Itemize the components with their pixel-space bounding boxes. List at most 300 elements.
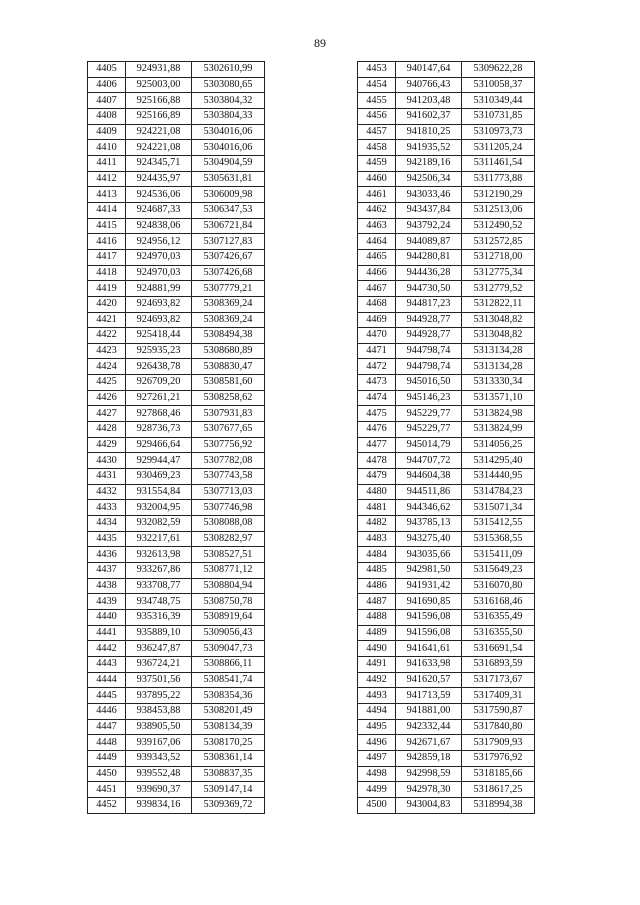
page-number: 89 xyxy=(314,36,326,50)
y-coordinate-cell: 5315071,34 xyxy=(462,500,535,516)
y-coordinate-cell: 5314295,40 xyxy=(462,453,535,469)
table-row xyxy=(88,155,265,171)
point-number-cell: 4457 xyxy=(358,124,396,140)
x-coordinate-cell: 933267,86 xyxy=(126,563,192,579)
y-coordinate-cell: 5315368,55 xyxy=(462,531,535,547)
table-row xyxy=(358,390,535,406)
y-coordinate-cell: 5306721,84 xyxy=(192,218,265,234)
table-row xyxy=(88,469,265,485)
point-number-cell: 4480 xyxy=(358,484,396,500)
x-coordinate-cell: 944798,74 xyxy=(396,359,462,375)
x-coordinate-cell: 942998,59 xyxy=(396,766,462,782)
point-number-cell: 4498 xyxy=(358,766,396,782)
table-row xyxy=(358,750,535,766)
x-coordinate-cell: 938453,88 xyxy=(126,703,192,719)
table-row xyxy=(88,531,265,547)
table-row xyxy=(358,688,535,704)
x-coordinate-cell: 927868,46 xyxy=(126,406,192,422)
y-coordinate-cell: 5312190,29 xyxy=(462,187,535,203)
y-coordinate-cell: 5307426,68 xyxy=(192,265,265,281)
point-number-cell: 4488 xyxy=(358,609,396,625)
y-coordinate-cell: 5308837,35 xyxy=(192,766,265,782)
y-coordinate-cell: 5310058,37 xyxy=(462,77,535,93)
y-coordinate-cell: 5318617,25 xyxy=(462,782,535,798)
x-coordinate-cell: 924693,82 xyxy=(126,296,192,312)
x-coordinate-cell: 943033,46 xyxy=(396,187,462,203)
point-number-cell: 4408 xyxy=(88,108,126,124)
point-number-cell: 4436 xyxy=(88,547,126,563)
y-coordinate-cell: 5317173,67 xyxy=(462,672,535,688)
x-coordinate-cell: 939690,37 xyxy=(126,782,192,798)
point-number-cell: 4438 xyxy=(88,578,126,594)
y-coordinate-cell: 5316691,54 xyxy=(462,641,535,657)
table-row xyxy=(358,594,535,610)
x-coordinate-cell: 941641,61 xyxy=(396,641,462,657)
y-coordinate-cell: 5308088,08 xyxy=(192,516,265,532)
table-row xyxy=(358,108,535,124)
x-coordinate-cell: 924970,03 xyxy=(126,265,192,281)
y-coordinate-cell: 5316355,50 xyxy=(462,625,535,641)
table-row xyxy=(88,62,265,78)
y-coordinate-cell: 5303080,65 xyxy=(192,77,265,93)
point-number-cell: 4409 xyxy=(88,124,126,140)
y-coordinate-cell: 5308361,14 xyxy=(192,750,265,766)
x-coordinate-cell: 937895,22 xyxy=(126,688,192,704)
point-number-cell: 4459 xyxy=(358,155,396,171)
y-coordinate-cell: 5303804,33 xyxy=(192,108,265,124)
y-coordinate-cell: 5308494,38 xyxy=(192,328,265,344)
y-coordinate-cell: 5314440,95 xyxy=(462,469,535,485)
point-number-cell: 4470 xyxy=(358,328,396,344)
y-coordinate-cell: 5304904,59 xyxy=(192,155,265,171)
y-coordinate-cell: 5317590,87 xyxy=(462,703,535,719)
x-coordinate-cell: 939834,16 xyxy=(126,797,192,813)
x-coordinate-cell: 941881,00 xyxy=(396,703,462,719)
x-coordinate-cell: 935316,39 xyxy=(126,609,192,625)
x-coordinate-cell: 941690,85 xyxy=(396,594,462,610)
table-row xyxy=(88,516,265,532)
x-coordinate-cell: 944798,74 xyxy=(396,343,462,359)
point-number-cell: 4429 xyxy=(88,437,126,453)
table-row xyxy=(358,782,535,798)
point-number-cell: 4444 xyxy=(88,672,126,688)
point-number-cell: 4467 xyxy=(358,281,396,297)
x-coordinate-cell: 925003,00 xyxy=(126,77,192,93)
y-coordinate-cell: 5308201,49 xyxy=(192,703,265,719)
x-coordinate-cell: 925935,23 xyxy=(126,343,192,359)
table-row xyxy=(358,265,535,281)
point-number-cell: 4475 xyxy=(358,406,396,422)
y-coordinate-cell: 5304016,06 xyxy=(192,124,265,140)
table-row xyxy=(358,422,535,438)
point-number-cell: 4481 xyxy=(358,500,396,516)
y-coordinate-cell: 5307779,21 xyxy=(192,281,265,297)
point-number-cell: 4421 xyxy=(88,312,126,328)
table-row xyxy=(88,234,265,250)
x-coordinate-cell: 941935,52 xyxy=(396,140,462,156)
point-number-cell: 4413 xyxy=(88,187,126,203)
point-number-cell: 4454 xyxy=(358,77,396,93)
x-coordinate-cell: 929944,47 xyxy=(126,453,192,469)
x-coordinate-cell: 924881,99 xyxy=(126,281,192,297)
table-row xyxy=(358,187,535,203)
table-row xyxy=(88,703,265,719)
y-coordinate-cell: 5313330,34 xyxy=(462,375,535,391)
table-row xyxy=(88,766,265,782)
point-number-cell: 4416 xyxy=(88,234,126,250)
y-coordinate-cell: 5317840,80 xyxy=(462,719,535,735)
table-row xyxy=(88,406,265,422)
table-row xyxy=(88,625,265,641)
table-row xyxy=(358,672,535,688)
y-coordinate-cell: 5308170,25 xyxy=(192,735,265,751)
y-coordinate-cell: 5307743,58 xyxy=(192,469,265,485)
point-number-cell: 4464 xyxy=(358,234,396,250)
x-coordinate-cell: 944928,77 xyxy=(396,328,462,344)
table-row xyxy=(358,766,535,782)
table-row xyxy=(358,77,535,93)
point-number-cell: 4423 xyxy=(88,343,126,359)
y-coordinate-cell: 5307426,67 xyxy=(192,249,265,265)
table-row xyxy=(88,719,265,735)
x-coordinate-cell: 942332,44 xyxy=(396,719,462,735)
table-row xyxy=(88,249,265,265)
point-number-cell: 4455 xyxy=(358,93,396,109)
y-coordinate-cell: 5311773,88 xyxy=(462,171,535,187)
table-row xyxy=(358,578,535,594)
y-coordinate-cell: 5308750,78 xyxy=(192,594,265,610)
table-row xyxy=(88,641,265,657)
table-row xyxy=(88,202,265,218)
table-row xyxy=(358,93,535,109)
x-coordinate-cell: 924970,03 xyxy=(126,249,192,265)
y-coordinate-cell: 5316070,80 xyxy=(462,578,535,594)
table-row xyxy=(358,516,535,532)
x-coordinate-cell: 941203,48 xyxy=(396,93,462,109)
x-coordinate-cell: 945229,77 xyxy=(396,422,462,438)
table-row xyxy=(358,703,535,719)
y-coordinate-cell: 5317409,31 xyxy=(462,688,535,704)
y-coordinate-cell: 5317909,93 xyxy=(462,735,535,751)
table-row xyxy=(88,124,265,140)
y-coordinate-cell: 5307931,83 xyxy=(192,406,265,422)
table-row xyxy=(88,281,265,297)
table-row xyxy=(358,171,535,187)
y-coordinate-cell: 5308771,12 xyxy=(192,563,265,579)
x-coordinate-cell: 932082,59 xyxy=(126,516,192,532)
y-coordinate-cell: 5307782,08 xyxy=(192,453,265,469)
table-row xyxy=(88,218,265,234)
y-coordinate-cell: 5312822,11 xyxy=(462,296,535,312)
y-coordinate-cell: 5312779,52 xyxy=(462,281,535,297)
x-coordinate-cell: 944928,77 xyxy=(396,312,462,328)
point-number-cell: 4490 xyxy=(358,641,396,657)
x-coordinate-cell: 935889,10 xyxy=(126,625,192,641)
point-number-cell: 4407 xyxy=(88,93,126,109)
point-number-cell: 4492 xyxy=(358,672,396,688)
point-number-cell: 4486 xyxy=(358,578,396,594)
point-number-cell: 4437 xyxy=(88,563,126,579)
table-row xyxy=(358,641,535,657)
point-number-cell: 4466 xyxy=(358,265,396,281)
x-coordinate-cell: 925166,88 xyxy=(126,93,192,109)
point-number-cell: 4485 xyxy=(358,563,396,579)
x-coordinate-cell: 924687,33 xyxy=(126,202,192,218)
point-number-cell: 4419 xyxy=(88,281,126,297)
x-coordinate-cell: 942189,16 xyxy=(396,155,462,171)
point-number-cell: 4487 xyxy=(358,594,396,610)
x-coordinate-cell: 942671,67 xyxy=(396,735,462,751)
x-coordinate-cell: 944511,86 xyxy=(396,484,462,500)
x-coordinate-cell: 942859,18 xyxy=(396,750,462,766)
point-number-cell: 4456 xyxy=(358,108,396,124)
x-coordinate-cell: 924435,97 xyxy=(126,171,192,187)
y-coordinate-cell: 5313134,28 xyxy=(462,343,535,359)
point-number-cell: 4427 xyxy=(88,406,126,422)
x-coordinate-cell: 944436,28 xyxy=(396,265,462,281)
x-coordinate-cell: 926438,78 xyxy=(126,359,192,375)
point-number-cell: 4494 xyxy=(358,703,396,719)
point-number-cell: 4410 xyxy=(88,140,126,156)
x-coordinate-cell: 944346,62 xyxy=(396,500,462,516)
point-number-cell: 4406 xyxy=(88,77,126,93)
x-coordinate-cell: 925418,44 xyxy=(126,328,192,344)
table-row xyxy=(88,312,265,328)
point-number-cell: 4500 xyxy=(358,797,396,813)
point-number-cell: 4495 xyxy=(358,719,396,735)
point-number-cell: 4418 xyxy=(88,265,126,281)
y-coordinate-cell: 5314784,23 xyxy=(462,484,535,500)
point-number-cell: 4489 xyxy=(358,625,396,641)
y-coordinate-cell: 5302610,99 xyxy=(192,62,265,78)
x-coordinate-cell: 927261,21 xyxy=(126,390,192,406)
y-coordinate-cell: 5308258,62 xyxy=(192,390,265,406)
table-row xyxy=(358,359,535,375)
y-coordinate-cell: 5303804,32 xyxy=(192,93,265,109)
y-coordinate-cell: 5311205,24 xyxy=(462,140,535,156)
table-row xyxy=(358,500,535,516)
point-number-cell: 4414 xyxy=(88,202,126,218)
x-coordinate-cell: 936724,21 xyxy=(126,656,192,672)
table-row xyxy=(358,656,535,672)
point-number-cell: 4412 xyxy=(88,171,126,187)
y-coordinate-cell: 5312775,34 xyxy=(462,265,535,281)
table-row xyxy=(88,547,265,563)
y-coordinate-cell: 5308527,51 xyxy=(192,547,265,563)
x-coordinate-cell: 943275,40 xyxy=(396,531,462,547)
x-coordinate-cell: 929466,64 xyxy=(126,437,192,453)
y-coordinate-cell: 5310349,44 xyxy=(462,93,535,109)
table-row xyxy=(358,719,535,735)
point-number-cell: 4476 xyxy=(358,422,396,438)
x-coordinate-cell: 941620,57 xyxy=(396,672,462,688)
table-row xyxy=(88,437,265,453)
table-row xyxy=(88,594,265,610)
point-number-cell: 4483 xyxy=(358,531,396,547)
x-coordinate-cell: 932004,95 xyxy=(126,500,192,516)
table-row xyxy=(358,155,535,171)
table-row xyxy=(88,108,265,124)
table-row xyxy=(358,140,535,156)
y-coordinate-cell: 5307677,65 xyxy=(192,422,265,438)
table-row xyxy=(358,484,535,500)
point-number-cell: 4462 xyxy=(358,202,396,218)
point-number-cell: 4433 xyxy=(88,500,126,516)
x-coordinate-cell: 939552,48 xyxy=(126,766,192,782)
table-row xyxy=(88,688,265,704)
x-coordinate-cell: 944280,81 xyxy=(396,249,462,265)
x-coordinate-cell: 943004,83 xyxy=(396,797,462,813)
table-row xyxy=(88,578,265,594)
y-coordinate-cell: 5307713,03 xyxy=(192,484,265,500)
y-coordinate-cell: 5308919,64 xyxy=(192,609,265,625)
table-row xyxy=(88,750,265,766)
point-number-cell: 4473 xyxy=(358,375,396,391)
point-number-cell: 4420 xyxy=(88,296,126,312)
x-coordinate-cell: 943792,24 xyxy=(396,218,462,234)
point-number-cell: 4463 xyxy=(358,218,396,234)
point-number-cell: 4448 xyxy=(88,735,126,751)
y-coordinate-cell: 5312718,00 xyxy=(462,249,535,265)
x-coordinate-cell: 933708,77 xyxy=(126,578,192,594)
point-number-cell: 4442 xyxy=(88,641,126,657)
point-number-cell: 4477 xyxy=(358,437,396,453)
coordinates-table-left xyxy=(87,61,265,814)
point-number-cell: 4482 xyxy=(358,516,396,532)
x-coordinate-cell: 940766,43 xyxy=(396,77,462,93)
x-coordinate-cell: 937501,56 xyxy=(126,672,192,688)
y-coordinate-cell: 5316168,46 xyxy=(462,594,535,610)
table-row xyxy=(358,343,535,359)
table-row xyxy=(358,797,535,813)
y-coordinate-cell: 5304016,06 xyxy=(192,140,265,156)
point-number-cell: 4450 xyxy=(88,766,126,782)
x-coordinate-cell: 924838,06 xyxy=(126,218,192,234)
table-row xyxy=(358,234,535,250)
point-number-cell: 4468 xyxy=(358,296,396,312)
x-coordinate-cell: 944817,23 xyxy=(396,296,462,312)
x-coordinate-cell: 941596,08 xyxy=(396,625,462,641)
table-row xyxy=(88,93,265,109)
table-row xyxy=(88,140,265,156)
point-number-cell: 4478 xyxy=(358,453,396,469)
coordinates-table-right xyxy=(357,61,535,814)
table-row xyxy=(358,249,535,265)
x-coordinate-cell: 943035,66 xyxy=(396,547,462,563)
y-coordinate-cell: 5307127,83 xyxy=(192,234,265,250)
y-coordinate-cell: 5307746,98 xyxy=(192,500,265,516)
point-number-cell: 4460 xyxy=(358,171,396,187)
point-number-cell: 4474 xyxy=(358,390,396,406)
table-row xyxy=(358,625,535,641)
y-coordinate-cell: 5317976,92 xyxy=(462,750,535,766)
point-number-cell: 4430 xyxy=(88,453,126,469)
y-coordinate-cell: 5308680,89 xyxy=(192,343,265,359)
point-number-cell: 4424 xyxy=(88,359,126,375)
y-coordinate-cell: 5312572,85 xyxy=(462,234,535,250)
point-number-cell: 4451 xyxy=(88,782,126,798)
point-number-cell: 4493 xyxy=(358,688,396,704)
y-coordinate-cell: 5309147,14 xyxy=(192,782,265,798)
y-coordinate-cell: 5314056,25 xyxy=(462,437,535,453)
table-row xyxy=(88,171,265,187)
table-row xyxy=(88,782,265,798)
table-row xyxy=(88,563,265,579)
table-row xyxy=(88,453,265,469)
table-row xyxy=(358,437,535,453)
y-coordinate-cell: 5313824,98 xyxy=(462,406,535,422)
y-coordinate-cell: 5315649,23 xyxy=(462,563,535,579)
x-coordinate-cell: 925166,89 xyxy=(126,108,192,124)
point-number-cell: 4465 xyxy=(358,249,396,265)
table-row xyxy=(358,469,535,485)
point-number-cell: 4497 xyxy=(358,750,396,766)
point-number-cell: 4496 xyxy=(358,735,396,751)
y-coordinate-cell: 5306009,98 xyxy=(192,187,265,203)
table-row xyxy=(358,609,535,625)
x-coordinate-cell: 942506,34 xyxy=(396,171,462,187)
table-row xyxy=(88,390,265,406)
point-number-cell: 4428 xyxy=(88,422,126,438)
point-number-cell: 4446 xyxy=(88,703,126,719)
x-coordinate-cell: 941596,08 xyxy=(396,609,462,625)
point-number-cell: 4434 xyxy=(88,516,126,532)
x-coordinate-cell: 944707,72 xyxy=(396,453,462,469)
table-row xyxy=(88,484,265,500)
point-number-cell: 4443 xyxy=(88,656,126,672)
point-number-cell: 4431 xyxy=(88,469,126,485)
table-row xyxy=(358,281,535,297)
y-coordinate-cell: 5310731,85 xyxy=(462,108,535,124)
table-row xyxy=(88,672,265,688)
point-number-cell: 4425 xyxy=(88,375,126,391)
table-row xyxy=(88,422,265,438)
table-row xyxy=(358,62,535,78)
point-number-cell: 4499 xyxy=(358,782,396,798)
y-coordinate-cell: 5313824,99 xyxy=(462,422,535,438)
x-coordinate-cell: 939167,06 xyxy=(126,735,192,751)
y-coordinate-cell: 5313048,82 xyxy=(462,312,535,328)
x-coordinate-cell: 941713,59 xyxy=(396,688,462,704)
table-row xyxy=(358,218,535,234)
x-coordinate-cell: 945146,23 xyxy=(396,390,462,406)
y-coordinate-cell: 5316893,59 xyxy=(462,656,535,672)
y-coordinate-cell: 5316355,49 xyxy=(462,609,535,625)
table-row xyxy=(88,265,265,281)
point-number-cell: 4440 xyxy=(88,609,126,625)
x-coordinate-cell: 932613,98 xyxy=(126,547,192,563)
x-coordinate-cell: 943437,84 xyxy=(396,202,462,218)
y-coordinate-cell: 5308830,47 xyxy=(192,359,265,375)
y-coordinate-cell: 5309622,28 xyxy=(462,62,535,78)
table-row xyxy=(358,312,535,328)
x-coordinate-cell: 924931,88 xyxy=(126,62,192,78)
x-coordinate-cell: 941602,37 xyxy=(396,108,462,124)
y-coordinate-cell: 5310973,73 xyxy=(462,124,535,140)
x-coordinate-cell: 940147,64 xyxy=(396,62,462,78)
y-coordinate-cell: 5308282,97 xyxy=(192,531,265,547)
x-coordinate-cell: 945016,50 xyxy=(396,375,462,391)
point-number-cell: 4472 xyxy=(358,359,396,375)
y-coordinate-cell: 5312513,06 xyxy=(462,202,535,218)
y-coordinate-cell: 5312490,52 xyxy=(462,218,535,234)
table-row xyxy=(88,77,265,93)
point-number-cell: 4439 xyxy=(88,594,126,610)
table-row xyxy=(358,328,535,344)
point-number-cell: 4411 xyxy=(88,155,126,171)
x-coordinate-cell: 924693,82 xyxy=(126,312,192,328)
table-row xyxy=(358,406,535,422)
